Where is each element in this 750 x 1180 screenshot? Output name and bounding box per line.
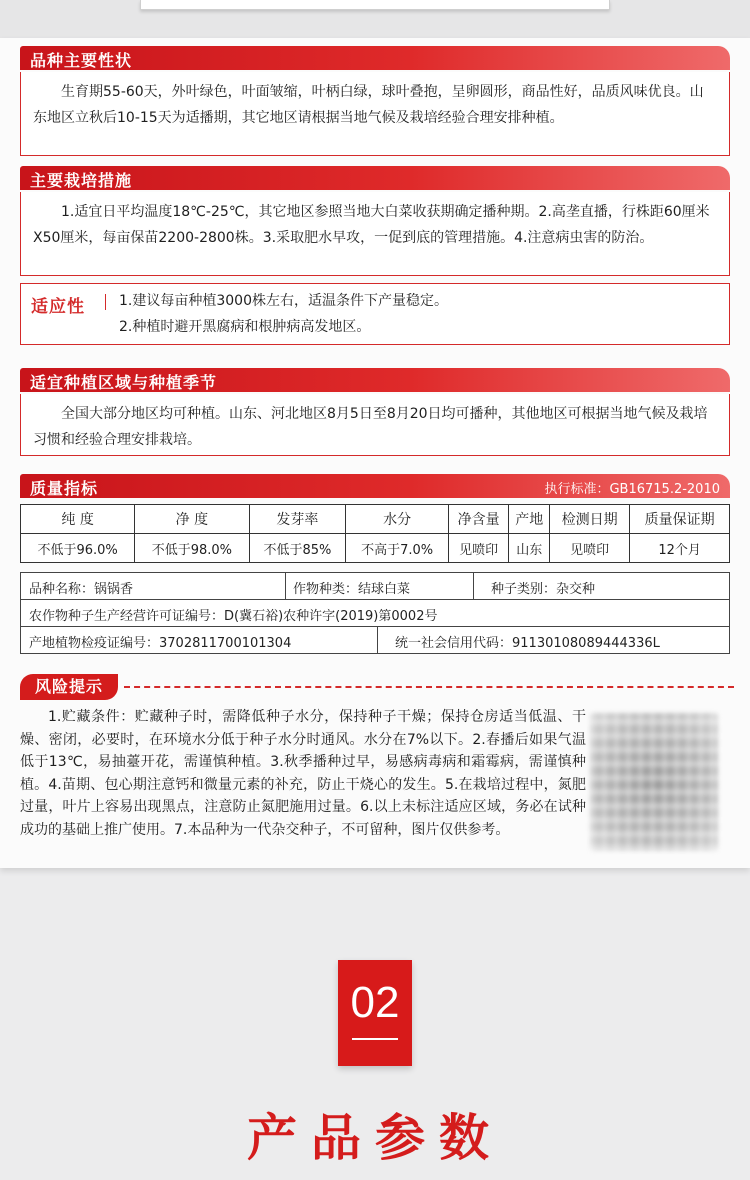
variety-section (20, 42, 730, 156)
quality-header-cell: 水分 (346, 505, 449, 534)
number-underline (352, 1038, 398, 1040)
region-header (20, 364, 730, 394)
section-title: 产品参数 (247, 1109, 503, 1167)
cultivation-body: 1.适宜日平均温度18℃-25℃，其它地区参照当地大白菜收获期确定播种期。2.高垄直播，行株距60厘米X50厘米，每亩保苗2200-2800株。3.采取肥水早攻，一促到底的管理措施。4.注意病虫害的防治。 (20, 192, 730, 276)
section-number-badge (338, 960, 412, 1066)
quality-value-cell: 见喷印 (550, 534, 630, 563)
seed-label-sheet (0, 38, 750, 868)
credit-code: 统一社会信用代码：91130108089444336L (395, 636, 660, 651)
variety-title: 品种主要性状 (30, 51, 133, 70)
qr-code-image (590, 713, 718, 851)
cultivation-title: 主要栽培措施 (30, 171, 133, 190)
quality-value-cell: 不低于85% (249, 534, 346, 563)
quality-header-cell: 发芽率 (249, 505, 346, 534)
quarantine-number: 产地植物检疫证编号：3702811700101304 (29, 636, 292, 651)
quality-value-cell: 不高于7.0% (346, 534, 449, 563)
previous-card-edge (140, 0, 610, 10)
quality-header-cell: 纯 度 (21, 505, 135, 534)
info-divider (473, 573, 474, 599)
info-row-variety (20, 572, 730, 600)
seed-type: 种子类别：杂交种 (491, 582, 596, 597)
info-divider (285, 573, 286, 599)
adaptability-box (20, 283, 730, 345)
quality-header-cell: 质量保证期 (630, 505, 730, 534)
quality-header-cell: 产地 (509, 505, 550, 534)
variety-header (20, 42, 730, 72)
quality-value-cell: 不低于98.0% (135, 534, 249, 563)
variety-name: 品种名称：锅锅香 (29, 582, 134, 597)
quality-header-cell: 净 度 (135, 505, 249, 534)
adaptability-line-2: 2.种植时避开黑腐病和根肿病高发地区。 (119, 319, 371, 335)
section-number: 02 (350, 978, 400, 1027)
quality-header-cell: 净含量 (448, 505, 508, 534)
info-divider (377, 627, 378, 653)
production-license: 农作物种子生产经营许可证编号：D(冀石裕)农种许字(2019)第0002号 (29, 609, 438, 624)
quality-value-cell: 山东 (509, 534, 550, 563)
risk-tag: 风险提示 (20, 674, 118, 700)
region-section (20, 364, 730, 456)
quality-title: 质量指标 (30, 479, 99, 498)
info-row-license (20, 599, 730, 627)
quality-header-row (21, 505, 730, 534)
info-row-quarantine (20, 626, 730, 654)
quality-header (20, 470, 730, 500)
risk-body: 1.贮藏条件：贮藏种子时，需降低种子水分，保持种子干燥；保持仓房适当低温、干燥、密闭，必要时，在环境水分低于种子水分时通风。水分在7%以下。2.春播后如果气温低于13℃，易抽薹开花，需谨慎种植。3.秋季播种过早，易感病毒病和霜霉病，需谨慎种植。4.苗期、包心期注意钙和微量元素的补充，防止干烧心的发生。5.在栽培过程中，氮肥过量，叶片上容易出现黑点，注意防止氮肥施用过量。6.以上未标注适应区域，务必在试种成功的基础上推广使用。7.本品种为一代杂交种子，不可留种，图片仅供参考。 (20, 709, 586, 838)
crop-type: 作物种类：结球白菜 (293, 582, 411, 597)
risk-dashed-line (124, 686, 734, 688)
quality-value-row (21, 534, 730, 563)
adaptability-tag: 适应性 (31, 297, 85, 317)
quality-standard: 执行标准：GB16715.2-2010 (544, 482, 720, 497)
adaptability-separator (105, 294, 106, 310)
quality-value-cell: 不低于96.0% (21, 534, 135, 563)
adaptability-line-1: 1.建议每亩种植3000株左右，适温条件下产量稳定。 (119, 293, 448, 309)
cultivation-header (20, 162, 730, 192)
region-title: 适宜种植区域与种植季节 (30, 373, 218, 392)
cultivation-section (20, 162, 730, 276)
quality-header-cell: 检测日期 (550, 505, 630, 534)
quality-table (20, 504, 730, 563)
variety-body: 生育期55-60天，外叶绿色，叶面皱缩，叶柄白绿，球叶叠抱，呈卵圆形，商品性好，品质风味优良。山东地区立秋后10-15天为适播期，其它地区请根据当地气候及栽培经验合理安排种植。 (20, 72, 730, 156)
region-body: 全国大部分地区均可种植。山东、河北地区8月5日至8月20日均可播种，其他地区可根据当地气候及栽培习惯和经验合理安排栽培。 (20, 394, 730, 456)
quality-value-cell: 见喷印 (448, 534, 508, 563)
quality-value-cell: 12个月 (630, 534, 730, 563)
